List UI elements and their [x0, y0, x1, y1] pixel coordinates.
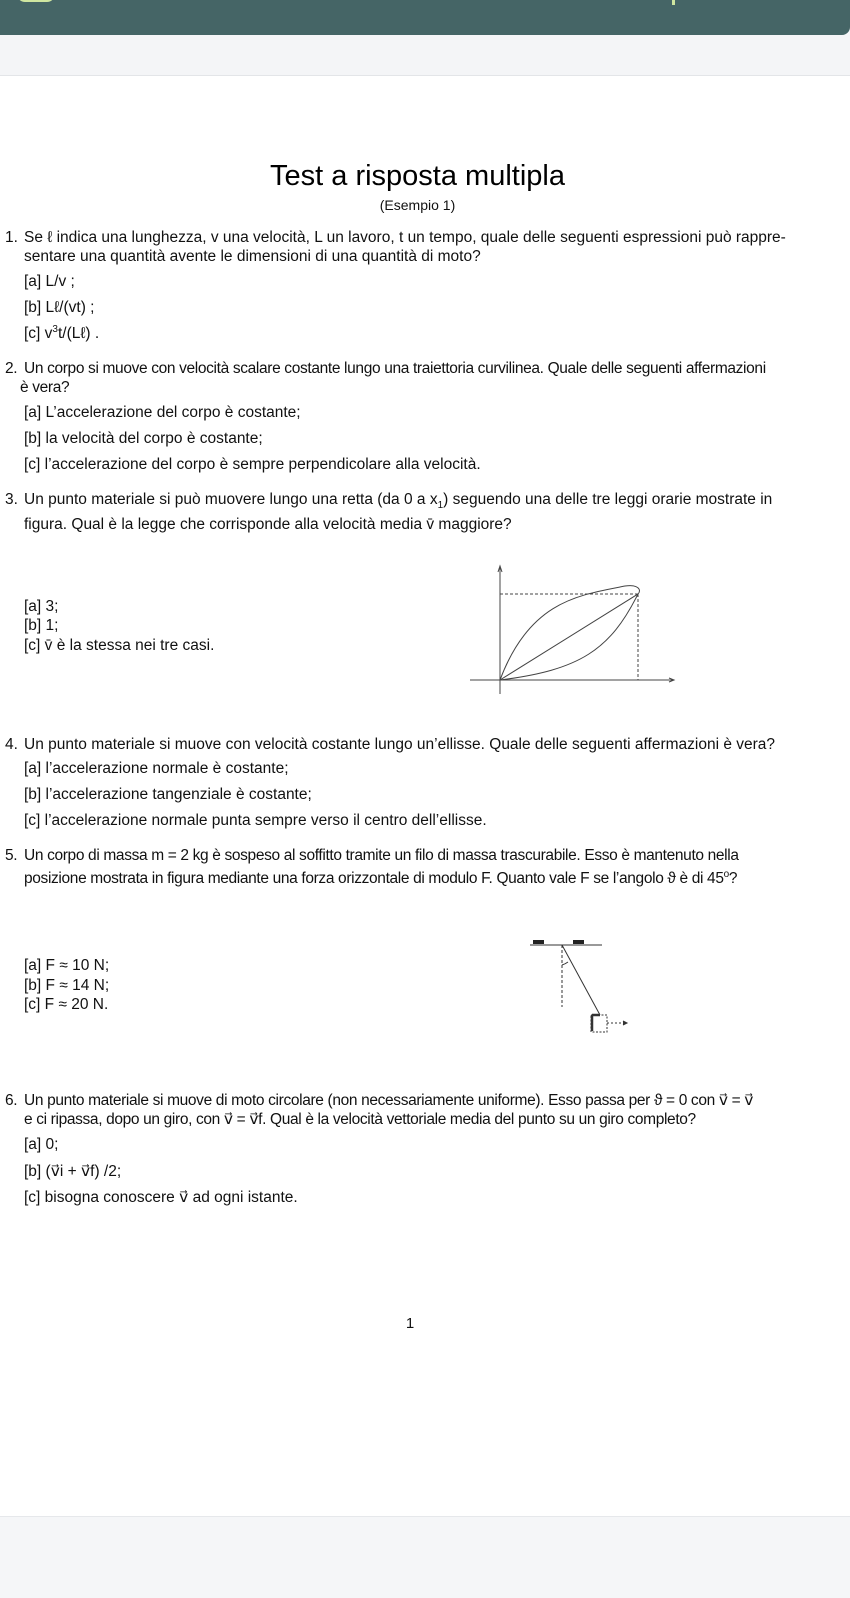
question-text: Se ℓ indica una lunghezza, v una velocità, L un lavoro, t un tempo, quale delle seguenti espressioni può rappre- [24, 229, 786, 246]
question-text-cont: è vera? [20, 379, 70, 396]
question-text-cont: figura. Qual è la legge che corrisponde alla velocità media v̄ maggiore? [24, 516, 512, 534]
question-text: Un punto materiale si muove di moto circolare (non necessariamente uniforme). Esso passa per ϑ = 0 con v⃗ = v⃗ [24, 1092, 754, 1109]
question-number: 1. [5, 229, 18, 246]
answer-option[interactable]: [a] L/v ; [24, 273, 75, 290]
angle-arc [562, 962, 568, 965]
app-header-bar [0, 0, 850, 35]
answer-option[interactable]: [b] F ≈ 14 N; [24, 977, 110, 994]
answer-option[interactable]: [a] L’accelerazione del corpo è costante; [24, 404, 301, 421]
document-subtitle: (Esempio 1) [379, 197, 456, 213]
answer-option[interactable]: [c] v̄ è la stessa nei tre casi. [24, 637, 215, 654]
pendulum-figure [530, 935, 640, 1045]
viewer-footer [0, 1516, 850, 1598]
answer-option[interactable]: [c] bisogna conoscere v⃗ ad ogni istante. [24, 1189, 298, 1206]
answer-option[interactable]: [b] l’accelerazione tangenziale è costante; [24, 786, 312, 803]
answer-option[interactable]: [a] F ≈ 10 N; [24, 957, 110, 974]
string [562, 945, 600, 1015]
answer-option[interactable]: [a] 0; [24, 1136, 59, 1153]
question-text-cont: sentare una quantità avente le dimensioni di una quantità di moto? [24, 248, 481, 265]
answer-option[interactable]: [b] Lℓ/(vt) ; [24, 299, 95, 316]
answer-option[interactable]: [c] l’accelerazione normale punta sempre verso il centro dell’ellisse. [24, 812, 487, 829]
question-number: 2. [5, 360, 18, 377]
page-number: 1 [405, 1315, 415, 1332]
question-4 [5, 735, 850, 754]
answer-option[interactable]: [b] la velocità del corpo è costante; [24, 430, 263, 447]
question-3: 3. Un punto materiale si può muovere lungo una retta (da 0 a $x_1$) seguendo una delle tre leggi orarie mostrate in figura. Qual è la legge che corrisponde alla velocità media v̄ maggiore? [5, 491, 773, 534]
question-text: Un punto materiale si muove con velocità costante lungo un’ellisse. Quale delle seguenti affermazioni è vera? [24, 736, 776, 753]
law-curve-1 [500, 586, 639, 680]
answer-option[interactable]: [b] 1; [24, 617, 59, 634]
question-number: 4. [5, 736, 18, 753]
law-line-2 [500, 594, 638, 680]
header-accent-right [672, 0, 675, 5]
answer-option[interactable]: [c] $v^3t/(L\ell)$ . [24, 324, 100, 343]
answer-option[interactable]: [a] 3; [24, 598, 59, 615]
viewer-toolbar [0, 35, 850, 76]
ceiling-mark [533, 940, 544, 944]
motion-laws-figure [470, 560, 680, 700]
answer-option[interactable]: [c] F ≈ 20 N. [24, 996, 109, 1013]
question-text: Un corpo di massa m = 2 kg è sospeso al soffitto tramite un filo di massa trascurabile. Esso è mantenuto nella [24, 847, 739, 864]
question-5: 5. Un corpo di massa m = 2 kg è sospeso al soffitto tramite un filo di massa trascurabile. Esso è mantenuto nella posizione mostrata in figura mediante una forza orizzontale di modulo F. Quanto vale F se l’angolo ϑ è di 45$^o$? [5, 847, 739, 888]
question-text: Un corpo si muove con velocità scalare costante lungo una traiettoria curvilinea. Quale delle seguenti affermazioni [24, 360, 766, 377]
document-title: Test a risposta multipla [270, 160, 565, 192]
question-number: 6. [5, 1092, 18, 1109]
question-2 [5, 359, 850, 397]
question-number: 3. [5, 491, 18, 508]
question-1 [5, 228, 850, 266]
answer-option[interactable]: [a] l’accelerazione normale è costante; [24, 760, 289, 777]
header-accent-left [17, 0, 55, 2]
question-text-cont: e ci ripassa, dopo un giro, con v⃗ = v⃗f. Qual è la velocità vettoriale media del punto su un giro completo? [24, 1111, 696, 1128]
mass-block [591, 1015, 607, 1032]
question-6 [5, 1091, 850, 1129]
ceiling-mark [573, 940, 584, 944]
answer-option[interactable]: [b] (v⃗i + v⃗f) /2; [24, 1163, 122, 1180]
question-number: 5. [5, 847, 18, 864]
answer-option[interactable]: [c] l’accelerazione del corpo è sempre perpendicolare alla velocità. [24, 456, 481, 473]
